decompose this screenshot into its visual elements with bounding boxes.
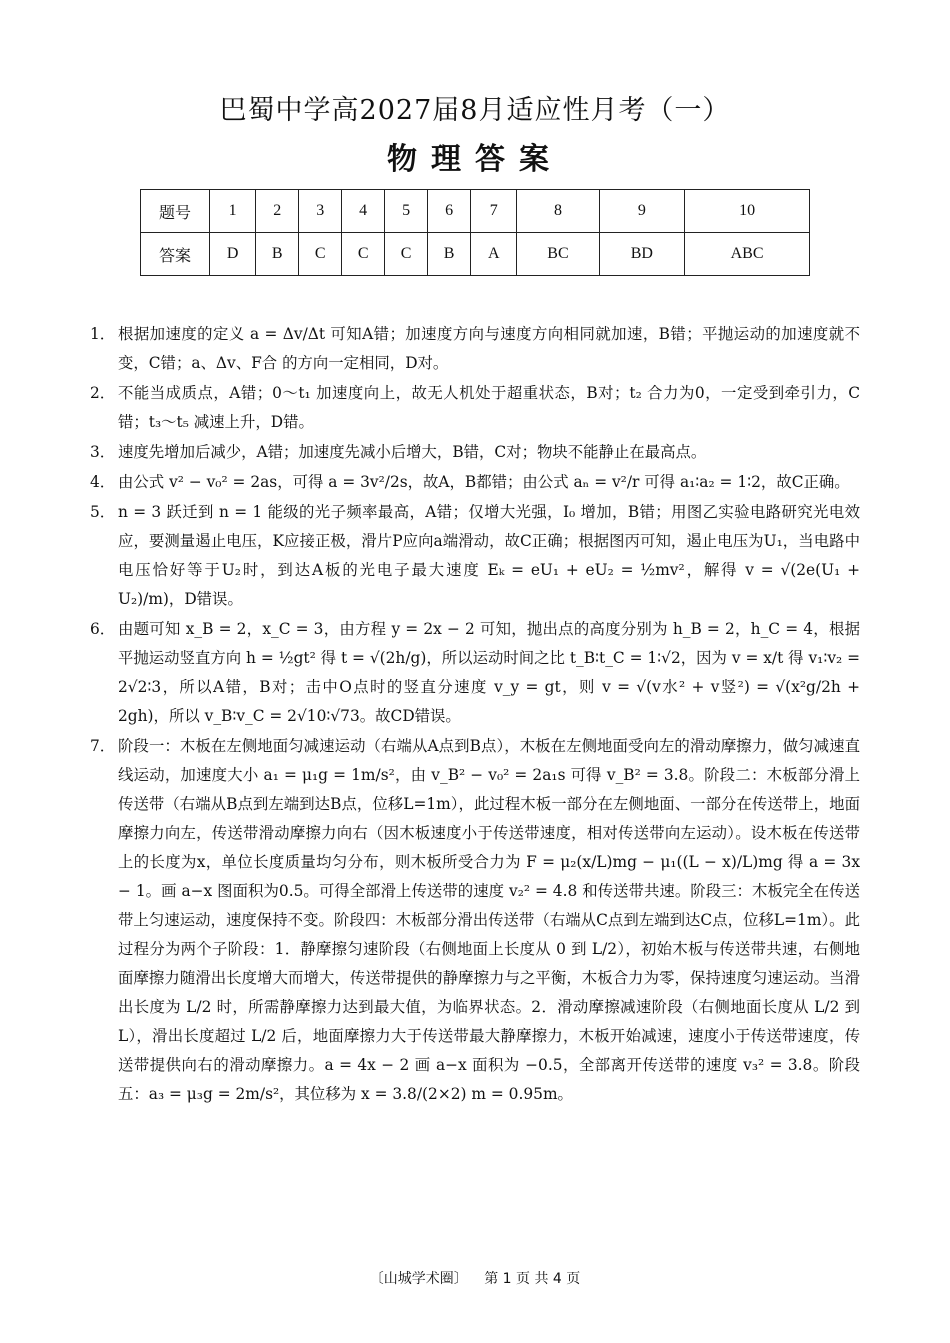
solution-text: 根据加速度的定义 a = Δv/Δt 可知A错；加速度方向与速度方向相同就加速，B错；平抛运动的加速度就不变，C错；a、Δv、F合 的方向一定相同，D对。 [118, 325, 860, 372]
footer-source: 〔山城学术圈〕 [369, 1271, 468, 1287]
solution-text: 不能当成质点，A错；0～t₁ 加速度向上，故无人机处于超重状态，B对；t₂ 合力为0，一定受到牵引力，C错；t₃～t₅ 减速上升，D错。 [118, 384, 860, 431]
question-number-cell: 4 [342, 190, 385, 233]
solution-item-4 [90, 468, 860, 497]
table-row-answers [141, 233, 810, 276]
page-subtitle: 物理答案 [387, 142, 563, 177]
question-number-cell: 8 [517, 190, 599, 233]
solution-item-3 [90, 438, 860, 467]
answer-cell: BD [599, 233, 685, 276]
solution-number: 7． [90, 737, 116, 755]
answer-cell: C [342, 233, 385, 276]
answer-cell: A [471, 233, 517, 276]
question-number-cell: 6 [428, 190, 471, 233]
solution-item-1 [90, 320, 860, 378]
solution-text: 阶段一：木板在左侧地面匀减速运动（右端从A点到B点），木板在左侧地面受向左的滑动摩擦力，做匀减速直线运动，加速度大小 a₁ = μ₁g = 1m/s²，由 v_B² − v₀² = 2a₁s 可得 v_B² = 3.8。阶段二：木板部分滑上传送带（右端从B点到左端到达B点，位移L=1m），此过程木板一部分在左侧地面、一部分在传送带上，地面摩擦力向左，传送带滑动摩擦力向右（因木板速度小于传送带速度，相对传送带向左运动）。设木板在传送带上的长度为x，单位长度质量均匀分布，则木板所受合力为 F = μ₂(x/L)mg − μ₁((L − x)/L)mg 得 a = 3x − 1。画 a−x 图面积为0.5。可得全部滑上传送带的速度 v₂² = 4.8 和传送带共速。阶段三：木板完全在传送带上匀速运动，速度保持不变。阶段四：木板部分滑出传送带（右端从C点到左端到达C点，位移L=1m）。此过程分为两个子阶段：1．静摩擦匀速阶段（右侧地面上长度从 0 到 L/2），初始木板与传送带共速，右侧地面摩擦力随滑出长度增大而增大，传送带提供的静摩擦力与之平衡，木板合力为零，保持速度匀速运动。当滑出长度为 L/2 时，所需静摩擦力达到最大值，为临界状态。2．滑动摩擦减速阶段（右侧地面长度从 L/2 到 L），滑出长度超过 L/2 后，地面摩擦力大于传送带最大静摩擦力，木板开始减速，速度小于传送带速度，传送带提供向右的滑动摩擦力。a = 4x − 2 画 a−x 面积为 −0.5，全部离开传送带的速度 v₃² = 3.8。阶段五：a₃ = μ₃g = 2m/s²，其位移为 x = 3.8/(2×2) m = 0.95m。 [118, 737, 860, 1103]
answer-table [140, 189, 810, 276]
table-header-cell: 答案 [141, 233, 210, 276]
footer-page-number: 第 1 页 共 4 页 [484, 1271, 581, 1287]
question-number-cell: 10 [685, 190, 810, 233]
answer-cell: C [299, 233, 342, 276]
question-number-cell: 9 [599, 190, 685, 233]
solutions-body [90, 320, 860, 1110]
solution-item-5 [90, 498, 860, 614]
solution-text: 速度先增加后减少，A错；加速度先减小后增大，B错，C对；物块不能静止在最高点。 [118, 443, 707, 461]
answer-cell: BC [517, 233, 599, 276]
solution-number: 2． [90, 384, 116, 402]
question-number-cell: 5 [385, 190, 428, 233]
solution-number: 1． [90, 325, 116, 343]
solution-number: 5． [90, 503, 116, 521]
page-footer [0, 1268, 950, 1288]
answer-cell: ABC [685, 233, 810, 276]
answer-cell: B [428, 233, 471, 276]
answer-cell: B [256, 233, 299, 276]
solution-number: 3． [90, 443, 116, 461]
question-number-cell: 7 [471, 190, 517, 233]
solution-number: 4． [90, 473, 116, 491]
page-title: 巴蜀中学高2027届8月适应性月考（一） [219, 95, 731, 126]
answer-cell: C [385, 233, 428, 276]
solution-item-2 [90, 379, 860, 437]
question-number-cell: 2 [256, 190, 299, 233]
solution-text: 由题可知 x_B = 2，x_C = 3，由方程 y = 2x − 2 可知，抛出点的高度分别为 h_B = 2，h_C = 4，根据平抛运动竖直方向 h = ½gt² 得 t = √(2h/g)，所以运动时间之比 t_B∶t_C = 1∶√2，因为 v = x/t 得 v₁∶v₂ = 2√2∶3，所以A错，B对；击中O点时的竖直分速度 v_y = gt，则 v = √(v水² + v竖²) = √(x²g/2h + 2gh)，所以 v_B∶v_C = 2√10∶√73。故CD错误。 [118, 620, 860, 725]
solution-item-6 [90, 615, 860, 731]
question-number-cell: 3 [299, 190, 342, 233]
solution-number: 6． [90, 620, 116, 638]
solution-text: 由公式 v² − v₀² = 2as，可得 a = 3v²/2s，故A，B都错；由公式 aₙ = v²/r 可得 a₁∶a₂ = 1∶2，故C正确。 [118, 473, 850, 491]
solution-text: n = 3 跃迁到 n = 1 能级的光子频率最高，A错；仅增大光强，I₀ 增加，B错；用图乙实验电路研究光电效应，要测量遏止电压，K应接正极，滑片P应向a端滑动，故C正确；根据图丙可知，遏止电压为U₁，当电路中电压恰好等于U₂时，到达A板的光电子最大速度 Eₖ = eU₁ + eU₂ = ½mv²，解得 v = √(2e(U₁ + U₂)/m)，D错误。 [118, 503, 860, 608]
table-row-numbers [141, 190, 810, 233]
table-header-cell: 题号 [141, 190, 210, 233]
solution-item-7 [90, 732, 860, 1109]
answer-cell: D [210, 233, 256, 276]
question-number-cell: 1 [210, 190, 256, 233]
